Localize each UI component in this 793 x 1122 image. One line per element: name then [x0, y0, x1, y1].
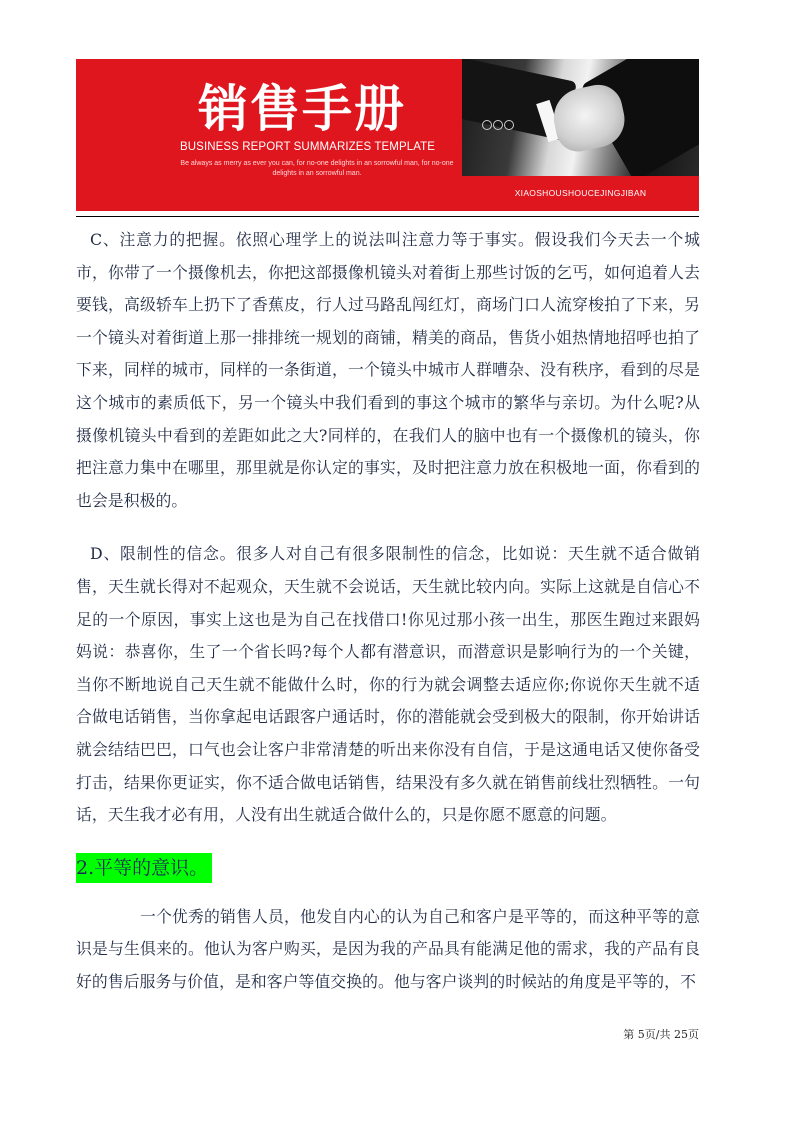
banner-subtitle: BUSINESS REPORT SUMMARIZES TEMPLATE — [180, 141, 436, 153]
paragraph-d: D、限制性的信念。很多人对自己有很多限制性的信念，比如说：天生就不适合做销售，天生就长得对不起观众，天生就不会说话，天生就比较内向。实际上这就是自信心不足的一个原因，事实上这也是为自己在找借口!你见过那小孩一出生，那医生跑过来跟妈妈说：恭喜你，生了一个省长吗?每个人都有潜意识，而潜意识是影响行为的一个关键，当你不断地说自己天生就不能做什么时，你的行为就会调整去适应你;你说你天生就不适合做电话销售，当你拿起电话跟客户通话时，你的潜能就会受到极大的限制，你开始讲话就会结结巴巴，口气也会让客户非常清楚的听出来你没有自信，于是这通电话又使你备受打击，结果你更证实，你不适合做电话销售，结果没有多久就在销售前线壮烈牺牲。一句话，天生我才必有用，人没有出生就适合做什么的，只是你愿不愿意的问题。 — [76, 544, 700, 825]
banner-tagline: Be always as merry as ever you can, for no-one delights in an sorrowful man, for no-one delights in an sorrowful man. — [180, 160, 454, 177]
header-banner — [76, 59, 699, 211]
photo-caption: XIAOSHOUSHOUCEJINGJIBAN — [514, 188, 647, 198]
page-number: 第 5页/共 25页 — [623, 1028, 699, 1041]
sleeve-buttons-icon — [482, 120, 514, 130]
paragraph-equality: 一个优秀的销售人员，他发自内心的认为自己和客户是平等的，而这种平等的意识是与生俱来的。他认为客户购买，是因为我的产品具有能满足他的需求，我的产品有良好的售后服务与价值，是和客户等值交换的。他与客户谈判的时候站的角度是平等的，不 — [76, 906, 700, 991]
section-heading: 2.平等的意识。 — [76, 853, 212, 883]
banner-title: 销售手册 — [198, 80, 406, 138]
paragraph-c: C、注意力的把握。依照心理学上的说法叫注意力等于事实。假设我们今天去一个城市，你带了一个摄像机去，你把这部摄像机镜头对着街上那些讨饭的乞丐，如何追着人去要钱，高级轿车上扔下了香蕉皮，行人过马路乱闯红灯，商场门口人流穿梭拍了下来，另一个镜头对着街道上那一排排统一规划的商铺，精美的商品，售货小姐热情地招呼也拍了下来，同样的城市，同样的一条街道，一个镜头中城市人群嘈杂、没有秩序，看到的尽是这个城市的素质低下，另一个镜头中我们看到的事这个城市的繁华与亲切。为什么呢?从摄像机镜头中看到的差距如此之大?同样的，在我们人的脑中也有一个摄像机的镜头，你把注意力集中在哪里，那里就是你认定的事实，及时把注意力放在积极地一面，你看到的也会是积极的。 — [76, 230, 700, 510]
header-divider — [76, 216, 699, 217]
handshake-photo — [462, 59, 699, 176]
document-body — [76, 224, 700, 998]
